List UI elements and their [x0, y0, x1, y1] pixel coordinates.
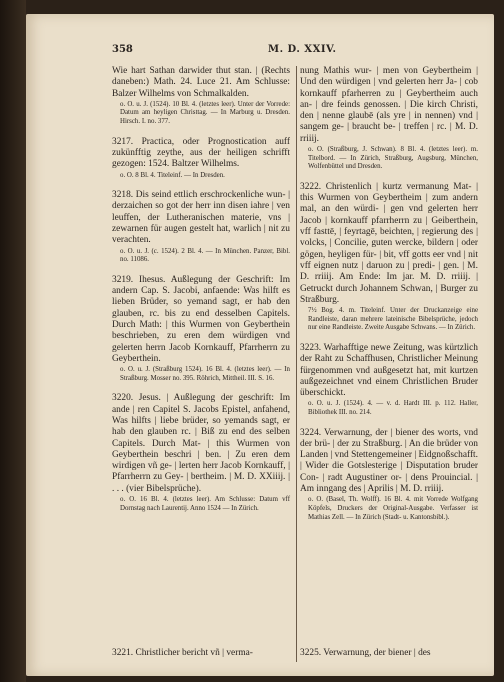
- column-divider: [296, 66, 297, 662]
- running-header: M. D. XXIV.: [268, 44, 337, 55]
- entry-3219-text: 3219. Ihesus. Außlegung der Geschrift: Im andern Cap. S. Jacobi, anfaende: Was hilft es lieben Brüder, so yemand sagt, er hab den glauben, rc. bis zu end desselben Capitels. Durch Math: | this Wurmen von Geyberthein beschrieben, zu eren dem würdigen vnd gelerten herrn Jacob Kornkauff, Pfarrherrn zu Geyberthein.: [112, 274, 290, 364]
- entry-3220-text: 3220. Jesus. | Außlegung der geschrift: Im ande | ren Capitel S. Jacobs Epistel, anfahend, Was hilfts | liebe brüder, so yemands sagt, er hab den glauben rc. | Biß zu end des selben Capitels. Durch Mat- | this Wurmen von Geyberthein beschri | ben. | Zu eren dem wirdigen vñ ge- | lerten herr Jacob Kornkauff, | Pfarrherrn zu Gey- | bertheim. | M. D. XXiiij. | . . . (vier Bibelsprüche).: [112, 393, 290, 494]
- page-number: 358: [112, 44, 133, 55]
- entry-3216-note: o. O. u. J. (1524). 10 Bl. 4. (letztes leer). Unter der Vorrede: Datum am heyligen Christtag. — In Marburg u. Dresden. Hirsch. I. no. 377.: [120, 100, 290, 126]
- entry-3219-note: o. O. u. J. (Straßburg 1524). 16 Bl. 4. (letztes leer). — In Straßburg. Mosser no. 395. Röhrich, Mittheil. III. S. 16.: [120, 366, 290, 382]
- entry-3216-text: Wie hart Sathan darwider thut stan. | (Rechts daneben:) Math. 24. Luce 21. Am Schlusse: Balzer Wilhelms von Schmalkalden.: [112, 66, 290, 99]
- left-column-last-line: 3221. Christlicher bericht vñ | verma-: [112, 648, 253, 658]
- left-column: [112, 66, 290, 523]
- entry-3218-note: o. O. u. J. (c. 1524). 2 Bl. 4. — In München. Panzer, Bibl. no. 11086.: [120, 247, 290, 264]
- entry-3220-note: o. O. 16 Bl. 4. (letztes leer). Am Schlusse: Datum vff Dornstag nach Laurentij. Anno 1524 — In Zürich.: [120, 496, 290, 512]
- entry-3224-note: o. O. (Basel, Th. Wolff). 16 Bl. 4. mit Vorrede Wolfgang Köpfels, Druckers der Original-Ausgabe. Verfasser ist Mathias Zell. — In Zürich (Stadt- u. Kantonsbibl.).: [308, 496, 478, 521]
- entry-3223-text: 3223. Warhafftige newe Zeitung, was kürtzlich der Raht zu Schaffhusen, Christlicher Meinung fürgenommen vnd außgesetzt hat, mit kurtzen außgezeichnet vnd einem Christlichen Bruder überschickt.: [300, 342, 478, 399]
- entry-3223-note: o. O. u. J. (1524). 4. — v. d. Hardt III. p. 112. Haller, Bibliothek III. no. 214.: [308, 400, 478, 416]
- entry-3222-note: 7½ Bog. 4. m. Titeleinf. Unter der Druckanzeige eine Randleiste, daran mehrere lateinische Bibelsprüche, jedoch nur eine Randleiste. Zweite Ausgabe Schwans. — In Zürich.: [308, 307, 478, 332]
- entry-3224-text: 3224. Verwarnung, der | biener des worts, vnd der brü- | der zu Straßburg. | An die brüder von Landen | vnd Stettengemeiner | Eidgnoßschafft. | Wider die Gotslesterige | Disputation bruder Con- | radt Augustiner or- | dens Prouincial. | Am inngang des | Aprilis | M. D. rriiij.: [300, 427, 479, 495]
- book-binding: [0, 0, 26, 682]
- entry-3221-note: o. O. (Straßburg, J. Schwan). 8 Bl. 4. (letztes leer). m. Titelbord. — In Zürich, Straßburg, Augsburg, München, Wolfenbüttel und Dresden.: [308, 146, 478, 171]
- entry-3217-text: 3217. Practica, oder Prognostication auff zukünfftig zeythe, aus der heiligen schrifft gezogen: 1524. Baltzer Wilhelms.: [112, 136, 290, 170]
- entry-3218-text: 3218. Dis seind ettlich erschrockenliche wun- | derzaichen so got der herr inn disen iahre | ven leuffen, der Lutheranischen materie, vns | zewarnen für augen gestelt hat, warlich | nit zu verachten.: [112, 190, 290, 246]
- entry-3222-text: 3222. Christenlich | kurtz vermanung Mat- | this Wurmen von Geybertheim | zum andern mal, an den würdi- | gen vnd gelerten herr Jacob | kornkauff pfarrherrn zu | Geiberthein, vff fasttē, | feyrtagē, beichten, | regierung des | volcks, | Concilie, guten wercke, bildern | oder gögen, heyligen für- | bit, vff gotts eer vnd | nit vff eignen nutz | daruon zu | predi- | gen. | M. D. rriiij. Am Ende: Im jar. M. D. rriiij. | Getruckt durch Johannem Schwan, | Burger zu Straßburg.: [300, 181, 478, 305]
- right-column-last-line: 3225. Verwarnung, der biener | des: [300, 648, 431, 658]
- entry-3221-continued-text: nung Mathis wur- | men von Geybertheim | Und den würdigen | vnd gelerten herr Ja- | cob kornkauff pfarherren zu | Geybertheim auch an- | dre feinds genossen. | Die kirch Christi, den | nenne glaubē (als yre | in nennen) vnd | sangem ge- | braucht be- | treffen | rc. | M. D. rriiij.: [300, 66, 478, 144]
- entry-3217-note: o. O. 8 Bl. 4. Titeleinf. — In Dresden.: [120, 171, 225, 179]
- right-column: [300, 66, 478, 532]
